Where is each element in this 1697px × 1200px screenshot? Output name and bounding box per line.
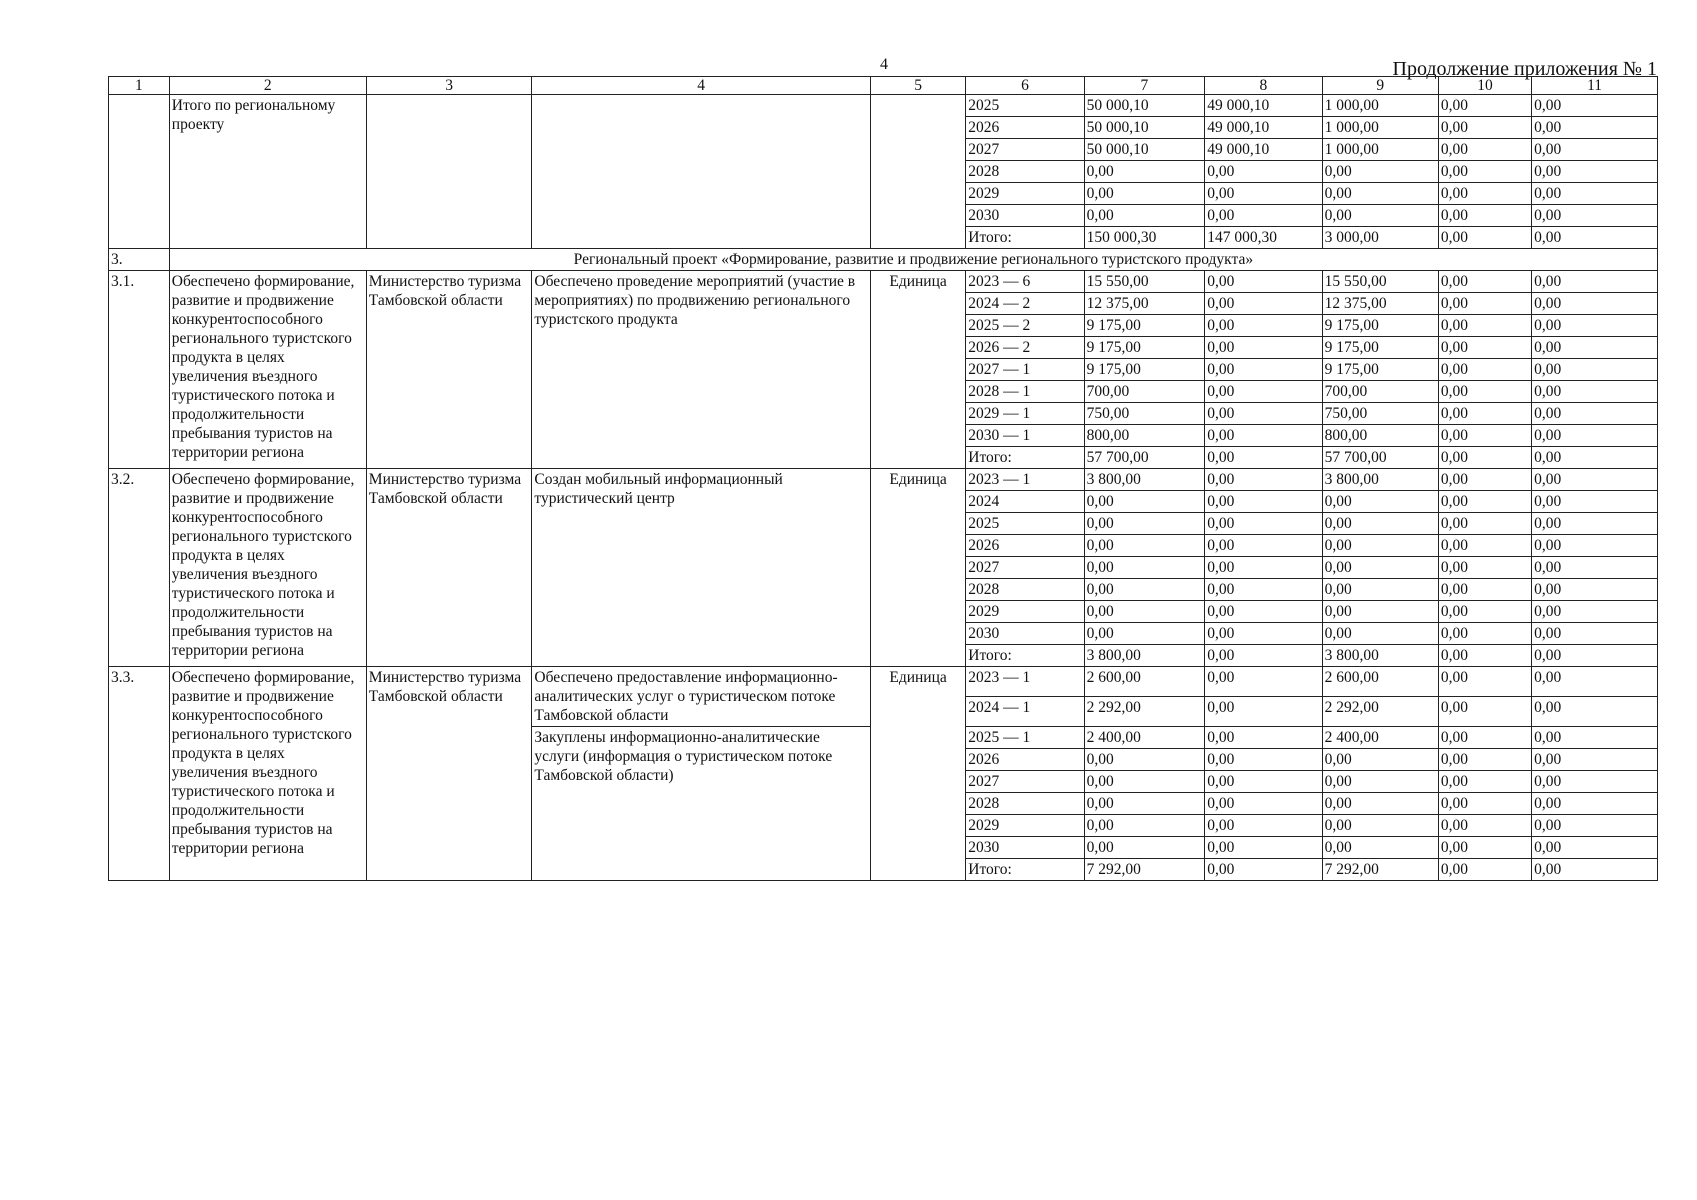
value-cell: 0,00 bbox=[1532, 749, 1658, 771]
value-cell: 57 700,00 bbox=[1084, 447, 1205, 469]
value-cell: 1 000,00 bbox=[1322, 139, 1438, 161]
item-name: Обеспечено формирование, развитие и продвижение конкурентоспособного регионального туристского продукта в целях увеличения въездного туристического потока и продолжительности пребывания туристов на территории региона bbox=[169, 271, 366, 469]
item-responsible: Министерство туризма Тамбовской области bbox=[366, 271, 532, 469]
value-cell: 0,00 bbox=[1532, 727, 1658, 749]
year-cell: 2029 bbox=[966, 815, 1084, 837]
year-cell: 2026 bbox=[966, 535, 1084, 557]
value-cell: 0,00 bbox=[1438, 227, 1531, 249]
year-cell: 2023 — 6 bbox=[966, 271, 1084, 293]
value-cell: 0,00 bbox=[1438, 161, 1531, 183]
year-cell: 2030 bbox=[966, 205, 1084, 227]
year-cell: 2029 bbox=[966, 183, 1084, 205]
year-cell: 2026 bbox=[966, 117, 1084, 139]
value-cell: 0,00 bbox=[1532, 293, 1658, 315]
year-cell: 2024 — 1 bbox=[966, 697, 1084, 727]
column-header: 3 bbox=[366, 77, 532, 95]
column-header: 2 bbox=[169, 77, 366, 95]
value-cell: 3 000,00 bbox=[1322, 227, 1438, 249]
year-cell: 2030 bbox=[966, 837, 1084, 859]
value-cell: 0,00 bbox=[1438, 359, 1531, 381]
value-cell: 3 800,00 bbox=[1322, 469, 1438, 491]
column-number-row bbox=[109, 77, 1658, 95]
value-cell: 0,00 bbox=[1322, 771, 1438, 793]
value-cell: 50 000,10 bbox=[1084, 139, 1205, 161]
value-cell: 0,00 bbox=[1438, 623, 1531, 645]
value-cell: 0,00 bbox=[1205, 381, 1322, 403]
value-cell: 0,00 bbox=[1205, 271, 1322, 293]
value-cell: 0,00 bbox=[1205, 623, 1322, 645]
value-cell: 0,00 bbox=[1205, 771, 1322, 793]
year-cell: 2026 — 2 bbox=[966, 337, 1084, 359]
value-cell: 0,00 bbox=[1438, 469, 1531, 491]
value-cell: 7 292,00 bbox=[1322, 859, 1438, 881]
value-cell: 0,00 bbox=[1532, 535, 1658, 557]
value-cell: 9 175,00 bbox=[1084, 337, 1205, 359]
value-cell: 750,00 bbox=[1322, 403, 1438, 425]
value-cell: 0,00 bbox=[1084, 513, 1205, 535]
value-cell: 0,00 bbox=[1205, 535, 1322, 557]
value-cell: 0,00 bbox=[1205, 815, 1322, 837]
value-cell: 0,00 bbox=[1438, 337, 1531, 359]
value-cell: 7 292,00 bbox=[1084, 859, 1205, 881]
cell-unit bbox=[870, 95, 965, 249]
value-cell: 49 000,10 bbox=[1205, 117, 1322, 139]
section-number: 3. bbox=[109, 249, 170, 271]
value-cell: 0,00 bbox=[1532, 771, 1658, 793]
value-cell: 12 375,00 bbox=[1084, 293, 1205, 315]
value-cell: 0,00 bbox=[1438, 315, 1531, 337]
value-cell: 50 000,10 bbox=[1084, 95, 1205, 117]
item-result: Создан мобильный информационный туристический центр bbox=[532, 469, 871, 667]
value-cell: 0,00 bbox=[1532, 205, 1658, 227]
value-cell: 800,00 bbox=[1322, 425, 1438, 447]
value-cell: 0,00 bbox=[1205, 727, 1322, 749]
value-cell: 0,00 bbox=[1205, 469, 1322, 491]
value-cell: 0,00 bbox=[1084, 793, 1205, 815]
value-cell: 0,00 bbox=[1438, 381, 1531, 403]
value-cell: 0,00 bbox=[1532, 837, 1658, 859]
value-cell: 1 000,00 bbox=[1322, 95, 1438, 117]
value-cell: 3 800,00 bbox=[1322, 645, 1438, 667]
value-cell: 0,00 bbox=[1438, 205, 1531, 227]
value-cell: 700,00 bbox=[1084, 381, 1205, 403]
value-cell: 0,00 bbox=[1438, 425, 1531, 447]
value-cell: 0,00 bbox=[1438, 447, 1531, 469]
year-cell: 2023 — 1 bbox=[966, 469, 1084, 491]
value-cell: 0,00 bbox=[1084, 557, 1205, 579]
value-cell: 0,00 bbox=[1532, 403, 1658, 425]
year-cell: Итого: bbox=[966, 227, 1084, 249]
item-number: 3.2. bbox=[109, 469, 170, 667]
value-cell: 0,00 bbox=[1205, 793, 1322, 815]
cell-number bbox=[109, 95, 170, 249]
value-cell: 0,00 bbox=[1205, 601, 1322, 623]
year-cell: 2030 — 1 bbox=[966, 425, 1084, 447]
value-cell: 0,00 bbox=[1084, 837, 1205, 859]
value-cell: 0,00 bbox=[1438, 771, 1531, 793]
column-header: 8 bbox=[1205, 77, 1322, 95]
value-cell: 0,00 bbox=[1205, 513, 1322, 535]
value-cell: 0,00 bbox=[1205, 183, 1322, 205]
column-header: 1 bbox=[109, 77, 170, 95]
year-cell: 2028 bbox=[966, 793, 1084, 815]
value-cell: 0,00 bbox=[1532, 469, 1658, 491]
value-cell: 0,00 bbox=[1532, 697, 1658, 727]
value-cell: 0,00 bbox=[1532, 117, 1658, 139]
value-cell: 0,00 bbox=[1532, 337, 1658, 359]
table-row bbox=[109, 667, 1658, 697]
value-cell: 0,00 bbox=[1084, 161, 1205, 183]
value-cell: 9 175,00 bbox=[1322, 337, 1438, 359]
value-cell: 0,00 bbox=[1322, 491, 1438, 513]
value-cell: 3 800,00 bbox=[1084, 469, 1205, 491]
value-cell: 147 000,30 bbox=[1205, 227, 1322, 249]
column-header: 10 bbox=[1438, 77, 1531, 95]
value-cell: 49 000,10 bbox=[1205, 139, 1322, 161]
value-cell: 15 550,00 bbox=[1322, 271, 1438, 293]
value-cell: 0,00 bbox=[1438, 645, 1531, 667]
value-cell: 0,00 bbox=[1322, 579, 1438, 601]
column-header: 4 bbox=[532, 77, 871, 95]
value-cell: 0,00 bbox=[1532, 667, 1658, 697]
appendix-table bbox=[108, 76, 1658, 881]
year-cell: 2029 bbox=[966, 601, 1084, 623]
year-cell: 2027 bbox=[966, 557, 1084, 579]
value-cell: 0,00 bbox=[1532, 381, 1658, 403]
value-cell: 0,00 bbox=[1532, 139, 1658, 161]
value-cell: 0,00 bbox=[1205, 315, 1322, 337]
total-label: Итого по региональному проекту bbox=[169, 95, 366, 249]
value-cell: 0,00 bbox=[1532, 95, 1658, 117]
item-name: Обеспечено формирование, развитие и продвижение конкурентоспособного регионального туристского продукта в целях увеличения въездного туристического потока и продолжительности пребывания туристов на территории региона bbox=[169, 469, 366, 667]
value-cell: 0,00 bbox=[1532, 161, 1658, 183]
item-name: Обеспечено формирование, развитие и продвижение конкурентоспособного регионального туристского продукта в целях увеличения въездного туристического потока и продолжительности пребывания туристов на территории региона bbox=[169, 667, 366, 881]
value-cell: 750,00 bbox=[1084, 403, 1205, 425]
year-cell: 2025 bbox=[966, 95, 1084, 117]
value-cell: 2 400,00 bbox=[1084, 727, 1205, 749]
value-cell: 0,00 bbox=[1084, 491, 1205, 513]
value-cell: 0,00 bbox=[1205, 403, 1322, 425]
value-cell: 0,00 bbox=[1084, 623, 1205, 645]
value-cell: 0,00 bbox=[1322, 513, 1438, 535]
year-cell: 2027 bbox=[966, 139, 1084, 161]
value-cell: 0,00 bbox=[1532, 557, 1658, 579]
value-cell: 0,00 bbox=[1205, 161, 1322, 183]
value-cell: 0,00 bbox=[1532, 183, 1658, 205]
value-cell: 15 550,00 bbox=[1084, 271, 1205, 293]
value-cell: 0,00 bbox=[1322, 793, 1438, 815]
value-cell: 0,00 bbox=[1532, 513, 1658, 535]
table-row bbox=[109, 271, 1658, 293]
value-cell: 0,00 bbox=[1532, 623, 1658, 645]
item-responsible: Министерство туризма Тамбовской области bbox=[366, 667, 532, 881]
value-cell: 0,00 bbox=[1438, 815, 1531, 837]
year-cell: Итого: bbox=[966, 859, 1084, 881]
value-cell: 0,00 bbox=[1322, 183, 1438, 205]
value-cell: 0,00 bbox=[1532, 601, 1658, 623]
value-cell: 0,00 bbox=[1438, 95, 1531, 117]
value-cell: 0,00 bbox=[1322, 623, 1438, 645]
value-cell: 2 600,00 bbox=[1084, 667, 1205, 697]
table-row bbox=[109, 469, 1658, 491]
value-cell: 800,00 bbox=[1084, 425, 1205, 447]
year-cell: 2028 bbox=[966, 161, 1084, 183]
table-body bbox=[109, 77, 1658, 881]
value-cell: 2 292,00 bbox=[1084, 697, 1205, 727]
value-cell: 700,00 bbox=[1322, 381, 1438, 403]
value-cell: 0,00 bbox=[1205, 205, 1322, 227]
value-cell: 0,00 bbox=[1438, 183, 1531, 205]
page-number: 4 bbox=[880, 56, 888, 73]
value-cell: 0,00 bbox=[1532, 793, 1658, 815]
value-cell: 9 175,00 bbox=[1322, 315, 1438, 337]
year-cell: Итого: bbox=[966, 447, 1084, 469]
item-number: 3.1. bbox=[109, 271, 170, 469]
value-cell: 0,00 bbox=[1205, 447, 1322, 469]
value-cell: 0,00 bbox=[1438, 837, 1531, 859]
year-cell: 2028 bbox=[966, 579, 1084, 601]
value-cell: 0,00 bbox=[1438, 557, 1531, 579]
value-cell: 0,00 bbox=[1322, 815, 1438, 837]
value-cell: 9 175,00 bbox=[1322, 359, 1438, 381]
column-header: 9 bbox=[1322, 77, 1438, 95]
value-cell: 0,00 bbox=[1532, 425, 1658, 447]
value-cell: 0,00 bbox=[1205, 557, 1322, 579]
value-cell: 0,00 bbox=[1322, 557, 1438, 579]
value-cell: 0,00 bbox=[1322, 161, 1438, 183]
value-cell: 0,00 bbox=[1438, 601, 1531, 623]
value-cell: 0,00 bbox=[1205, 425, 1322, 447]
item-result: Обеспечено проведение мероприятий (участие в мероприятиях) по продвижению регионального туристского продукта bbox=[532, 271, 871, 469]
item-unit: Единица bbox=[870, 667, 965, 881]
item-unit: Единица bbox=[870, 469, 965, 667]
value-cell: 0,00 bbox=[1532, 359, 1658, 381]
year-cell: 2028 — 1 bbox=[966, 381, 1084, 403]
value-cell: 0,00 bbox=[1438, 293, 1531, 315]
value-cell: 0,00 bbox=[1438, 139, 1531, 161]
value-cell: 0,00 bbox=[1438, 117, 1531, 139]
value-cell: 0,00 bbox=[1084, 579, 1205, 601]
value-cell: 0,00 bbox=[1438, 403, 1531, 425]
value-cell: 0,00 bbox=[1322, 837, 1438, 859]
value-cell: 150 000,30 bbox=[1084, 227, 1205, 249]
value-cell: 0,00 bbox=[1205, 837, 1322, 859]
value-cell: 0,00 bbox=[1322, 749, 1438, 771]
value-cell: 2 292,00 bbox=[1322, 697, 1438, 727]
year-cell: 2030 bbox=[966, 623, 1084, 645]
value-cell: 0,00 bbox=[1322, 205, 1438, 227]
year-cell: 2025 bbox=[966, 513, 1084, 535]
value-cell: 57 700,00 bbox=[1322, 447, 1438, 469]
value-cell: 0,00 bbox=[1438, 535, 1531, 557]
item-result: Закуплены информационно-аналитические услуги (информация о туристическом потоке Тамбовской области) bbox=[532, 727, 871, 881]
column-header: 6 bbox=[966, 77, 1084, 95]
item-number: 3.3. bbox=[109, 667, 170, 881]
value-cell: 49 000,10 bbox=[1205, 95, 1322, 117]
value-cell: 0,00 bbox=[1532, 491, 1658, 513]
value-cell: 0,00 bbox=[1205, 579, 1322, 601]
value-cell: 0,00 bbox=[1084, 771, 1205, 793]
value-cell: 0,00 bbox=[1532, 815, 1658, 837]
value-cell: 0,00 bbox=[1532, 447, 1658, 469]
value-cell: 0,00 bbox=[1532, 579, 1658, 601]
value-cell: 0,00 bbox=[1205, 697, 1322, 727]
value-cell: 1 000,00 bbox=[1322, 117, 1438, 139]
value-cell: 0,00 bbox=[1438, 579, 1531, 601]
year-cell: 2025 — 2 bbox=[966, 315, 1084, 337]
year-cell: 2025 — 1 bbox=[966, 727, 1084, 749]
value-cell: 0,00 bbox=[1322, 601, 1438, 623]
value-cell: 0,00 bbox=[1084, 205, 1205, 227]
item-responsible: Министерство туризма Тамбовской области bbox=[366, 469, 532, 667]
year-cell: 2024 bbox=[966, 491, 1084, 513]
value-cell: 0,00 bbox=[1438, 667, 1531, 697]
value-cell: 0,00 bbox=[1438, 749, 1531, 771]
value-cell: 0,00 bbox=[1084, 815, 1205, 837]
column-header: 11 bbox=[1532, 77, 1658, 95]
value-cell: 9 175,00 bbox=[1084, 359, 1205, 381]
value-cell: 0,00 bbox=[1438, 513, 1531, 535]
continuation-title: Продолжение приложения № 1 bbox=[1392, 58, 1657, 80]
value-cell: 0,00 bbox=[1084, 601, 1205, 623]
value-cell: 0,00 bbox=[1532, 645, 1658, 667]
value-cell: 2 600,00 bbox=[1322, 667, 1438, 697]
item-unit: Единица bbox=[870, 271, 965, 469]
table-row bbox=[109, 95, 1658, 117]
value-cell: 0,00 bbox=[1438, 793, 1531, 815]
value-cell: 3 800,00 bbox=[1084, 645, 1205, 667]
value-cell: 0,00 bbox=[1205, 667, 1322, 697]
value-cell: 0,00 bbox=[1438, 271, 1531, 293]
value-cell: 9 175,00 bbox=[1084, 315, 1205, 337]
value-cell: 0,00 bbox=[1205, 293, 1322, 315]
value-cell: 0,00 bbox=[1532, 271, 1658, 293]
value-cell: 0,00 bbox=[1438, 491, 1531, 513]
year-cell: 2029 — 1 bbox=[966, 403, 1084, 425]
year-cell: 2027 bbox=[966, 771, 1084, 793]
value-cell: 0,00 bbox=[1532, 315, 1658, 337]
value-cell: 0,00 bbox=[1532, 859, 1658, 881]
value-cell: 0,00 bbox=[1438, 859, 1531, 881]
value-cell: 0,00 bbox=[1205, 859, 1322, 881]
value-cell: 0,00 bbox=[1205, 359, 1322, 381]
value-cell: 0,00 bbox=[1084, 749, 1205, 771]
value-cell: 0,00 bbox=[1205, 749, 1322, 771]
year-cell: 2026 bbox=[966, 749, 1084, 771]
value-cell: 50 000,10 bbox=[1084, 117, 1205, 139]
section-title: Региональный проект «Формирование, развитие и продвижение регионального туристского продукта» bbox=[169, 249, 1657, 271]
column-header: 5 bbox=[870, 77, 965, 95]
item-result: Обеспечено предоставление информационно-аналитических услуг о туристическом потоке Тамбовской области bbox=[532, 667, 871, 727]
cell-responsible bbox=[366, 95, 532, 249]
value-cell: 0,00 bbox=[1205, 337, 1322, 359]
year-cell: 2027 — 1 bbox=[966, 359, 1084, 381]
value-cell: 0,00 bbox=[1532, 227, 1658, 249]
value-cell: 0,00 bbox=[1322, 535, 1438, 557]
cell-result bbox=[532, 95, 871, 249]
year-cell: 2024 — 2 bbox=[966, 293, 1084, 315]
value-cell: 0,00 bbox=[1205, 645, 1322, 667]
value-cell: 2 400,00 bbox=[1322, 727, 1438, 749]
section-row bbox=[109, 249, 1658, 271]
value-cell: 0,00 bbox=[1084, 535, 1205, 557]
value-cell: 12 375,00 bbox=[1322, 293, 1438, 315]
value-cell: 0,00 bbox=[1084, 183, 1205, 205]
value-cell: 0,00 bbox=[1438, 697, 1531, 727]
year-cell: Итого: bbox=[966, 645, 1084, 667]
value-cell: 0,00 bbox=[1438, 727, 1531, 749]
column-header: 7 bbox=[1084, 77, 1205, 95]
year-cell: 2023 — 1 bbox=[966, 667, 1084, 697]
value-cell: 0,00 bbox=[1205, 491, 1322, 513]
